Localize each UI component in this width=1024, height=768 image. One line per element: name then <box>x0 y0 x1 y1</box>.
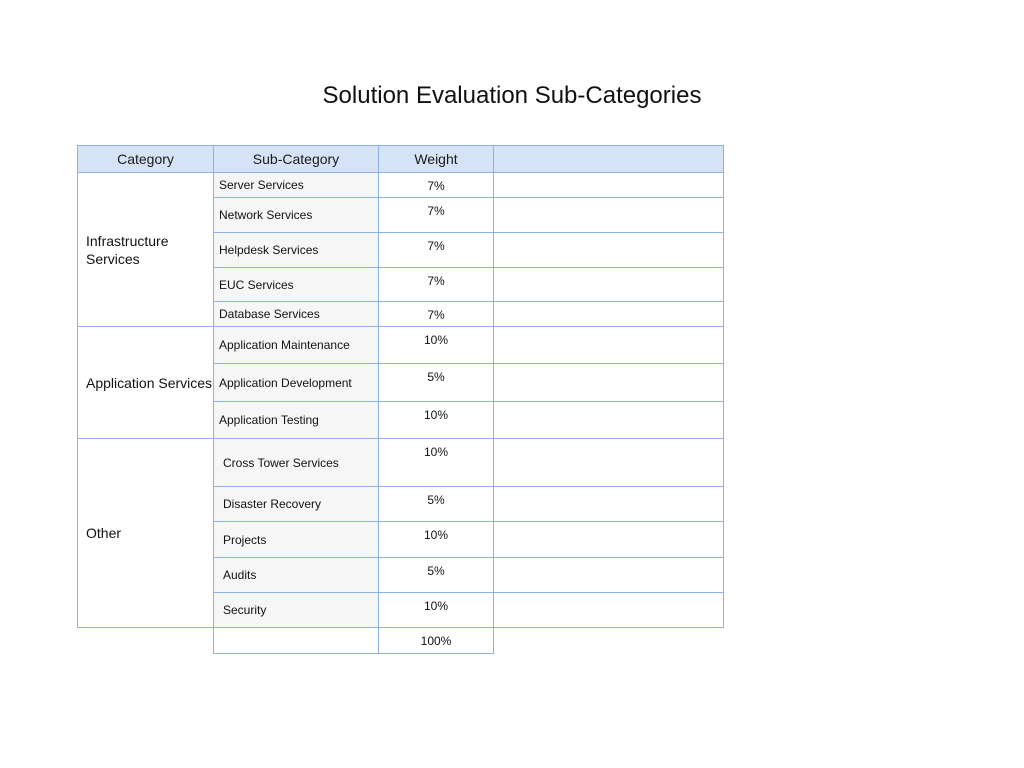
blank-cell <box>494 302 724 327</box>
blank-cell <box>494 593 724 628</box>
page-title: Solution Evaluation Sub-Categories <box>322 82 702 109</box>
sub-category-cell: Application Maintenance <box>214 327 379 364</box>
blank-cell <box>494 364 724 402</box>
weight-cell: 7% <box>379 233 494 268</box>
blank-cell <box>494 198 724 233</box>
table-row <box>78 439 724 487</box>
sub-category-cell: Audits <box>214 558 379 593</box>
total-label-cell <box>214 628 379 654</box>
empty-cell <box>78 628 214 654</box>
header-category: Category <box>78 146 214 173</box>
weight-cell: 5% <box>379 487 494 522</box>
evaluation-table <box>77 145 724 654</box>
weight-cell: 5% <box>379 558 494 593</box>
category-cell: Application Services <box>78 327 214 439</box>
total-row <box>78 628 724 654</box>
blank-cell <box>494 327 724 364</box>
blank-cell <box>494 522 724 558</box>
header-blank <box>494 146 724 173</box>
weight-cell: 10% <box>379 327 494 364</box>
weight-cell: 10% <box>379 439 494 487</box>
header-sub-category: Sub-Category <box>214 146 379 173</box>
total-weight-cell: 100% <box>379 628 494 654</box>
weight-cell: 10% <box>379 593 494 628</box>
table-row <box>78 327 724 364</box>
blank-cell <box>494 402 724 439</box>
weight-cell: 7% <box>379 268 494 302</box>
sub-category-cell: Application Development <box>214 364 379 402</box>
sub-category-cell: Security <box>214 593 379 628</box>
sub-category-cell: Projects <box>214 522 379 558</box>
sub-category-cell: EUC Services <box>214 268 379 302</box>
table-row <box>78 173 724 198</box>
weight-cell: 10% <box>379 522 494 558</box>
blank-cell <box>494 233 724 268</box>
blank-cell <box>494 487 724 522</box>
weight-cell: 5% <box>379 364 494 402</box>
weight-cell: 7% <box>379 302 494 327</box>
weight-cell: 10% <box>379 402 494 439</box>
header-weight: Weight <box>379 146 494 173</box>
empty-cell <box>494 628 724 654</box>
blank-cell <box>494 268 724 302</box>
header-row <box>78 146 724 173</box>
sub-category-cell: Application Testing <box>214 402 379 439</box>
blank-cell <box>494 558 724 593</box>
weight-cell: 7% <box>379 198 494 233</box>
sub-category-cell: Disaster Recovery <box>214 487 379 522</box>
sub-category-cell: Network Services <box>214 198 379 233</box>
sub-category-cell: Database Services <box>214 302 379 327</box>
category-cell: Other <box>78 439 214 628</box>
category-cell: Infrastructure Services <box>78 173 214 327</box>
sub-category-cell: Cross Tower Services <box>214 439 379 487</box>
weight-cell: 7% <box>379 173 494 198</box>
blank-cell <box>494 173 724 198</box>
blank-cell <box>494 439 724 487</box>
sub-category-cell: Server Services <box>214 173 379 198</box>
sub-category-cell: Helpdesk Services <box>214 233 379 268</box>
